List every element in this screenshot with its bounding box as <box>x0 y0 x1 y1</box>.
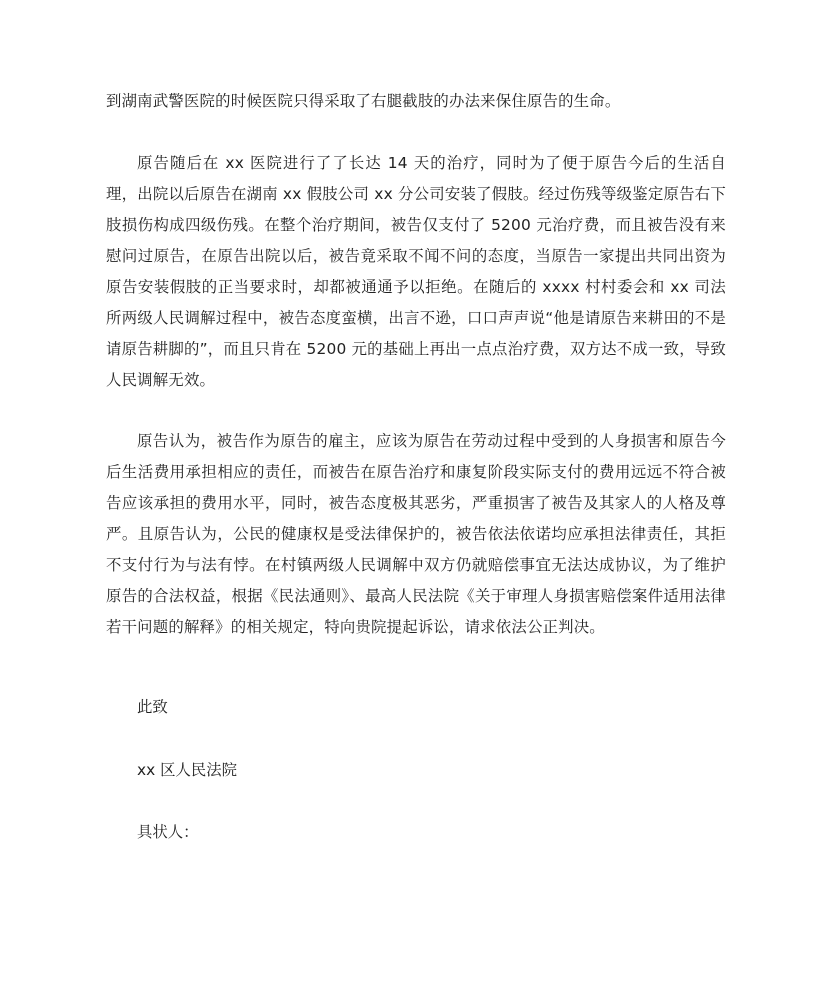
signer-label: 具状人： <box>137 823 199 841</box>
paragraph-continuation: 到湖南武警医院的时候医院只得采取了右腿截肢的办法来保住原告的生命。 <box>106 92 621 110</box>
paragraph-claim: 原告认为，被告作为原告的雇主，应该为原告在劳动过程中受到的人身损害和原告今后生活费用承担相应的责任，而被告在原告治疗和康复阶段实际支付的费用远远不符合被告应该承担的费用水平，同时，被告态度极其恶劣，严重损害了被告及其家人的人格及尊严。且原告认为，公民的健康权是受法律保护的，被告依法依诺均应承担法律责任，其拒不支付行为与法有悖。在村镇两级人民调解中双方仍就赔偿事宜无法达成协议，为了维护原告的合法权益，根据《民法通则》、最高人民法院《关于审理人身损害赔偿案件适用法律若干问题的解释》的相关规定，特向贵院提起诉讼，请求依法公正判决。 <box>106 432 726 636</box>
court-name: xx 区人民法院 <box>137 761 238 779</box>
salutation: 此致 <box>137 698 168 716</box>
paragraph-treatment: 原告随后在 xx 医院进行了了长达 14 天的治疗，同时为了便于原告今后的生活自理，出院以后原告在湖南 xx 假肢公司 xx 分公司安装了假肢。经过伤残等级鉴定原告右下肢损伤构成四级伤残。在整个治疗期间，被告仅支付了 5200 元治疗费，而且被告没有来慰问过原告，在原告出院以后，被告竟采取不闻不问的态度，当原告一家提出共同出资为原告安装假肢的正当要求时，却都被通通予以拒绝。在随后的 xxxx 村村委会和 xx 司法所两级人民调解过程中，被告态度蛮横，出言不逊，口口声声说“他是请原告来耕田的不是请原告耕脚的”，而且只肯在 5200 元的基础上再出一点点治疗费，双方达不成一致，导致人民调解无效。 <box>106 154 726 389</box>
